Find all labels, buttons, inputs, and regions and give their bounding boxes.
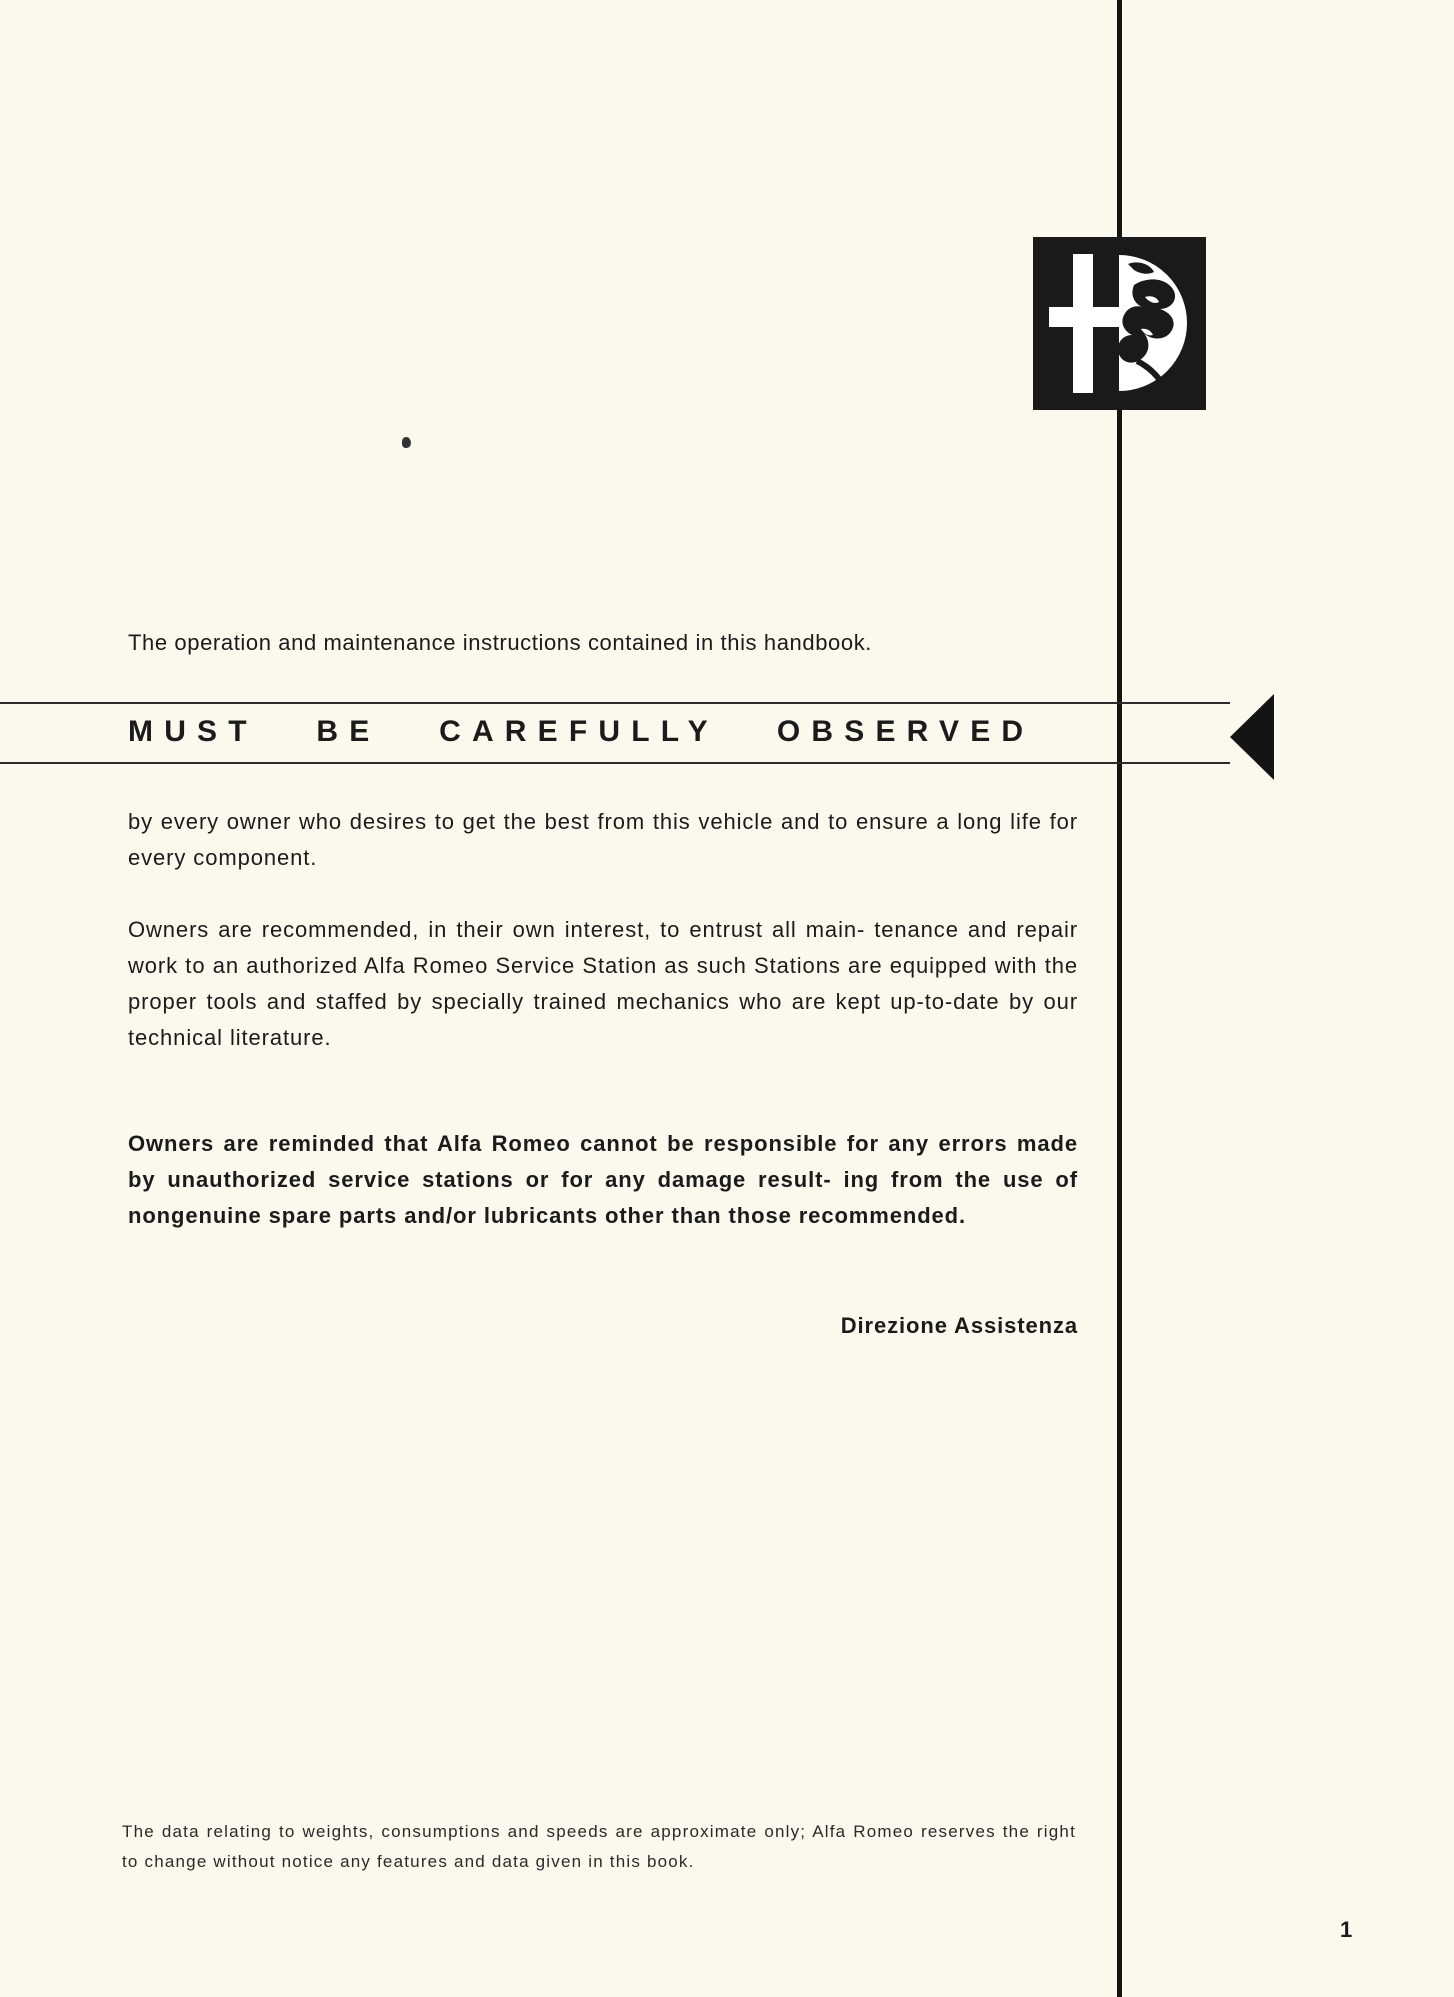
intro-text: The operation and maintenance instructions contained in this handbook. [128,630,873,655]
banner-heading: MUST BE CAREFULLY OBSERVED [128,715,1035,748]
alfa-romeo-badge-icon [1033,237,1206,410]
banner-rule-bottom [0,762,1230,764]
page-number: 1 [1340,1917,1353,1942]
paragraph-owner: by every owner who desires to get the best from this vehicle and to ensure a long life for every component. [128,809,1078,870]
paragraph-service: Owners are recommended, in their own interest, to entrust all main- tenance and repair work to an authorized Alfa Romeo Service Station as such Stations are equipped with the proper tools and staffed by specially trained mechanics who are kept up-to-date by our technical literature. [128,917,1078,1050]
ink-speck [402,437,411,448]
paragraph-responsibility: Owners are reminded that Alfa Romeo cannot be responsible for any errors made by unauthorized service stations or for any damage result- ing from the use of nongenuine spare parts and/or lubricants other than those recommended. [128,1131,1078,1228]
banner-rule-top [0,702,1230,704]
arrow-marker-icon [1230,694,1274,780]
disclaimer-footnote: The data relating to weights, consumptions and speeds are approximate only; Alfa Romeo reserves the right to change without notice any features and data given in this book. [122,1822,1076,1871]
signature: Direzione Assistenza [840,1313,1078,1338]
